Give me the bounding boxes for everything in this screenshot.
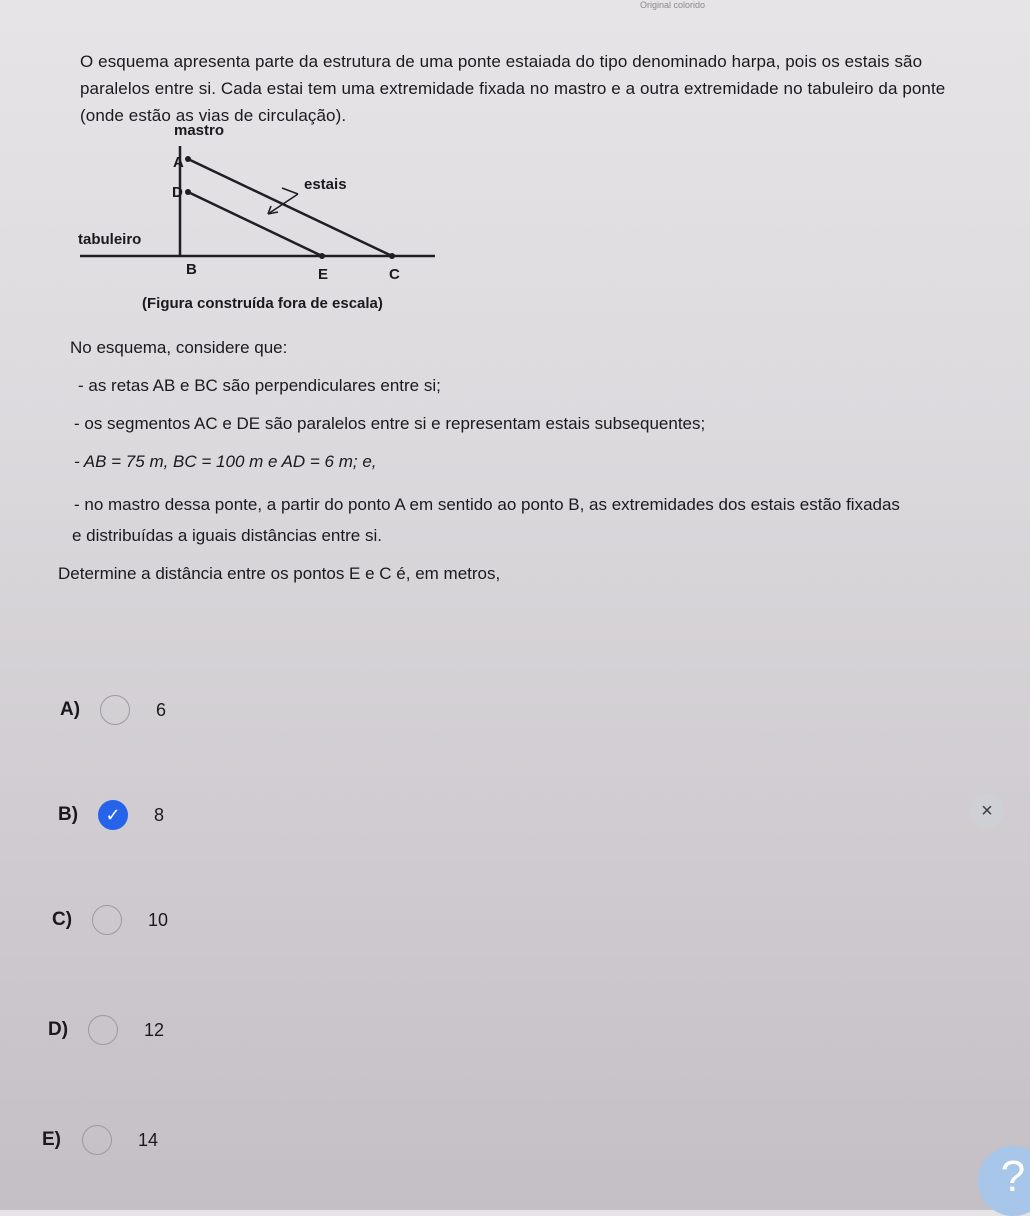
radio-b-checked[interactable]	[98, 800, 128, 830]
option-value: 10	[148, 909, 169, 930]
label-point-b: B	[186, 261, 197, 278]
checkmark-icon: ✓	[105, 804, 121, 825]
option-letter: A)	[60, 699, 81, 720]
point-c	[389, 253, 395, 259]
radio-c[interactable]	[92, 905, 122, 935]
label-point-e: E	[318, 266, 329, 283]
option-c[interactable]	[52, 903, 168, 937]
point-d	[185, 189, 191, 195]
label-point-d: D	[172, 184, 183, 201]
radio-a[interactable]	[100, 695, 130, 725]
label-mastro: mastro	[174, 122, 225, 139]
label-point-a: A	[173, 154, 184, 171]
figure-caption: (Figura construída fora de escala)	[142, 295, 383, 312]
question-prompt: Determine a distância entre os pontos E e C é, em metros,	[58, 564, 501, 583]
point-a	[185, 156, 191, 162]
condition-1: - as retas AB e BC são perpendiculares entre si;	[78, 376, 441, 395]
option-letter: B)	[58, 804, 79, 825]
option-e[interactable]	[42, 1123, 158, 1157]
radio-d[interactable]	[88, 1015, 118, 1045]
option-a[interactable]	[60, 693, 166, 727]
question-intro: O esquema apresenta parte da estrutura de uma ponte estaiada do tipo denominado harpa, pois os estais são paralelos entre si. Cada estai tem uma extremidade fixada no mastro e a outra extremidade no tabuleiro da ponte (onde estão as vias de circulação).	[80, 52, 946, 125]
option-b[interactable]	[58, 798, 164, 832]
label-point-c: C	[389, 266, 400, 283]
original-colored-note: Original colorido	[640, 0, 706, 10]
option-value: 6	[156, 699, 167, 720]
option-value: 8	[154, 804, 165, 825]
radio-e[interactable]	[82, 1125, 112, 1155]
bridge-diagram	[70, 118, 450, 323]
estai-de	[188, 192, 322, 256]
condition-3: - AB = 75 m, BC = 100 m e AD = 6 m; e,	[74, 452, 377, 471]
option-d[interactable]	[48, 1013, 164, 1047]
help-icon[interactable]: ?	[978, 1146, 1030, 1216]
option-value: 12	[144, 1019, 165, 1040]
label-tabuleiro: tabuleiro	[78, 231, 142, 248]
option-value: 14	[138, 1129, 159, 1150]
close-icon[interactable]: ×	[970, 794, 1004, 828]
option-letter: D)	[48, 1019, 69, 1040]
condition-4-line-1: - no mastro dessa ponte, a partir do ponto A em sentido ao ponto B, as extremidades dos estais estão fixadas	[74, 495, 900, 514]
option-letter: E)	[42, 1129, 61, 1150]
consider-heading: No esquema, considere que:	[70, 338, 288, 357]
option-letter: C)	[52, 909, 73, 930]
point-e	[319, 253, 325, 259]
condition-2: - os segmentos AC e DE são paralelos entre si e representam estais subsequentes;	[74, 414, 706, 433]
condition-4-line-2: e distribuídas a iguais distâncias entre si.	[72, 526, 382, 545]
label-estais: estais	[304, 176, 347, 193]
